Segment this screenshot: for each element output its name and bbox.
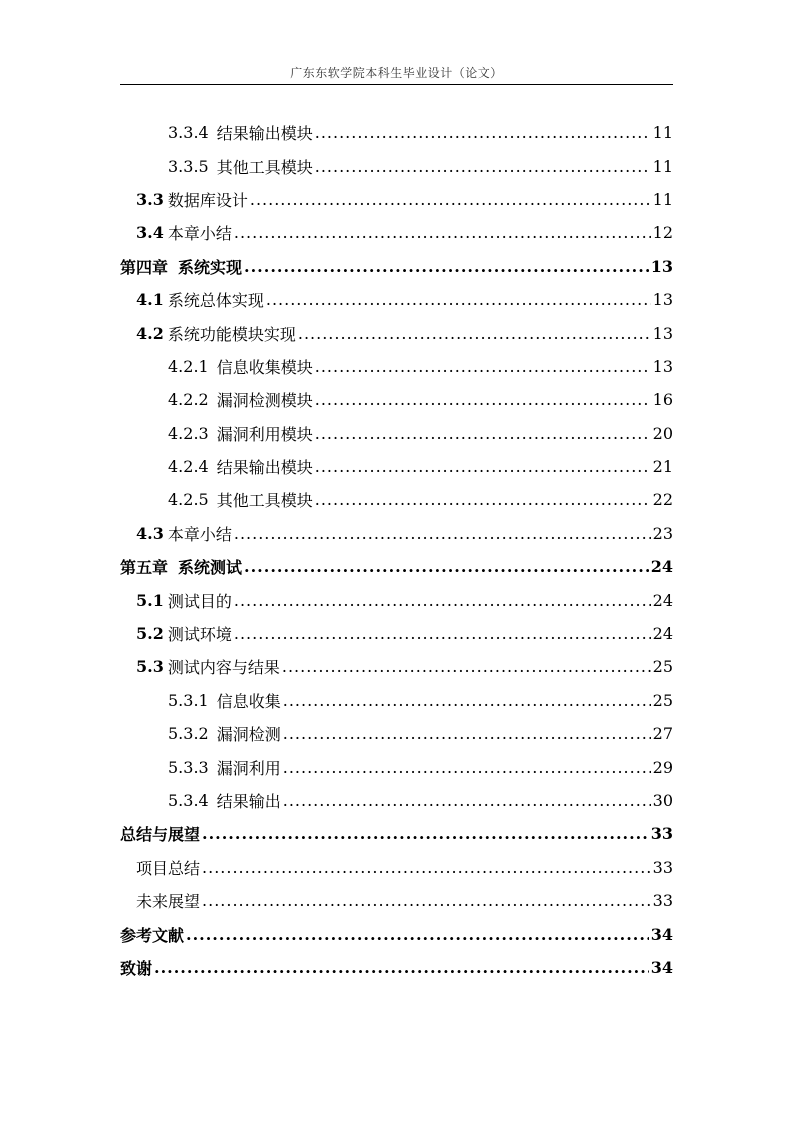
toc-entry-title: 结果输出 [216, 792, 281, 811]
table-of-contents [120, 116, 673, 984]
toc-entry-number: 5.3.4 [168, 791, 209, 810]
toc-entry-title: 总结与展望 [120, 825, 201, 845]
toc-entry-title: 系统总体实现 [167, 291, 264, 311]
toc-entry-number: 5.2 [136, 624, 164, 644]
toc-entry-page-number: 24 [652, 590, 673, 610]
toc-entry-page-number: 34 [650, 957, 673, 977]
toc-leader-dots [283, 758, 651, 777]
toc-entry[interactable] [120, 417, 673, 450]
toc-leader-dots [315, 357, 651, 376]
toc-leader-dots [202, 824, 649, 843]
toc-leader-dots [266, 290, 651, 309]
toc-entry-number: 5.3 [136, 657, 164, 677]
toc-entry[interactable] [120, 183, 673, 216]
toc-entry-title: 漏洞利用模块 [216, 424, 313, 444]
toc-entry[interactable] [120, 917, 673, 950]
toc-entry-number: 3.3.5 [168, 156, 209, 176]
toc-entry-page-number: 13 [652, 290, 673, 310]
toc-leader-dots [315, 157, 651, 176]
toc-entry[interactable] [120, 450, 673, 483]
toc-entry-page-number: 24 [650, 557, 673, 577]
toc-entry-page-number: 11 [652, 123, 673, 143]
toc-leader-dots [315, 123, 651, 142]
toc-entry-title: 致谢 [120, 958, 153, 978]
toc-entry[interactable] [120, 283, 673, 316]
toc-leader-dots [315, 457, 651, 476]
toc-entry-title: 数据库设计 [167, 190, 248, 210]
toc-entry-page-number: 11 [652, 156, 673, 176]
toc-entry-page-number: 30 [652, 791, 673, 810]
toc-entry-title: 漏洞利用 [216, 758, 281, 778]
toc-entry-number: 3.3 [136, 189, 164, 209]
toc-entry-number: 5.3.2 [168, 724, 209, 744]
toc-entry[interactable] [120, 149, 673, 182]
toc-entry-title: 参考文献 [120, 925, 185, 945]
toc-entry[interactable] [120, 583, 673, 616]
toc-entry-number: 4.2.3 [168, 423, 209, 443]
toc-leader-dots [234, 524, 651, 543]
toc-entry-page-number: 16 [652, 390, 673, 410]
toc-leader-dots [315, 424, 651, 443]
toc-entry-number: 第五章 [120, 558, 169, 578]
toc-entry-title: 系统实现 [178, 257, 243, 277]
toc-entry-title: 测试环境 [167, 625, 232, 645]
toc-leader-dots [234, 624, 651, 643]
toc-entry-page-number: 22 [652, 490, 673, 510]
toc-entry-page-number: 29 [652, 757, 673, 777]
toc-entry-title: 其他工具模块 [216, 157, 313, 177]
toc-entry-page-number: 11 [652, 189, 673, 209]
toc-entry-number: 5.3.1 [168, 690, 209, 710]
toc-entry-page-number: 25 [652, 690, 673, 710]
toc-entry[interactable] [120, 750, 673, 783]
toc-leader-dots [186, 925, 649, 944]
toc-entry-page-number: 33 [650, 824, 673, 844]
toc-entry-page-number: 13 [650, 256, 673, 276]
toc-entry[interactable] [120, 884, 673, 917]
toc-entry[interactable] [120, 216, 673, 249]
toc-entry-page-number: 13 [652, 323, 673, 343]
toc-entry-title: 项目总结 [136, 858, 201, 878]
toc-leader-dots [154, 958, 649, 977]
toc-entry[interactable] [120, 250, 673, 283]
toc-entry-title: 本章小结 [167, 224, 232, 244]
toc-entry-title: 信息收集模块 [216, 357, 313, 377]
toc-entry[interactable] [120, 550, 673, 583]
toc-entry[interactable] [120, 684, 673, 717]
toc-leader-dots [283, 724, 651, 743]
toc-entry-page-number: 25 [652, 657, 673, 677]
toc-entry-page-number: 33 [652, 891, 673, 911]
toc-entry[interactable] [120, 350, 673, 383]
toc-entry-page-number: 33 [652, 857, 673, 877]
toc-leader-dots [315, 390, 651, 409]
toc-entry-page-number: 24 [652, 624, 673, 644]
toc-entry-number: 5.1 [136, 590, 164, 610]
toc-entry[interactable] [120, 717, 673, 750]
toc-entry-title: 系统测试 [178, 558, 243, 578]
toc-entry-page-number: 13 [652, 356, 673, 376]
toc-entry[interactable] [120, 383, 673, 416]
toc-entry-title: 系统功能模块实现 [167, 324, 296, 344]
toc-entry-number: 4.2.5 [168, 490, 209, 510]
toc-leader-dots [244, 557, 649, 576]
toc-entry[interactable] [120, 951, 673, 984]
toc-leader-dots [315, 490, 651, 509]
toc-entry-number: 5.3.3 [168, 757, 209, 777]
toc-leader-dots [283, 791, 651, 810]
toc-entry-page-number: 34 [650, 924, 673, 944]
toc-entry-title: 测试目的 [167, 591, 232, 611]
toc-entry-number: 4.1 [136, 290, 164, 310]
toc-entry-number: 4.2.1 [168, 356, 209, 376]
toc-entry[interactable] [120, 483, 673, 516]
toc-entry-page-number: 27 [652, 724, 673, 744]
toc-entry[interactable] [120, 817, 673, 850]
toc-entry-title: 本章小结 [167, 524, 232, 544]
toc-entry[interactable] [120, 784, 673, 817]
toc-entry-title: 漏洞检测模块 [216, 391, 313, 411]
toc-entry-title: 漏洞检测 [216, 725, 281, 745]
toc-leader-dots [298, 324, 651, 343]
toc-leader-dots [202, 891, 651, 910]
header-divider [120, 84, 673, 85]
toc-leader-dots [234, 591, 651, 610]
toc-entry-number: 3.4 [136, 223, 164, 243]
toc-leader-dots [202, 858, 651, 877]
toc-entry-title: 测试内容与结果 [167, 658, 280, 678]
toc-entry-page-number: 20 [652, 423, 673, 443]
toc-leader-dots [244, 257, 649, 276]
toc-leader-dots [250, 190, 651, 209]
toc-entry-page-number: 23 [652, 523, 673, 543]
toc-entry-number: 3.3.4 [168, 123, 209, 143]
toc-entry[interactable] [120, 617, 673, 650]
toc-entry-page-number: 21 [652, 457, 673, 477]
toc-entry-number: 4.2.2 [168, 390, 209, 410]
toc-entry-title: 其他工具模块 [216, 491, 313, 511]
toc-entry[interactable] [120, 650, 673, 683]
toc-entry-title: 未来展望 [136, 892, 201, 912]
toc-entry-page-number: 12 [652, 223, 673, 243]
toc-entry-title: 结果输出模块 [216, 124, 313, 144]
toc-entry[interactable] [120, 116, 673, 149]
toc-leader-dots [282, 657, 651, 676]
toc-entry-title: 信息收集 [216, 691, 281, 711]
toc-leader-dots [283, 691, 651, 710]
toc-entry-number: 4.3 [136, 523, 164, 543]
toc-entry[interactable] [120, 517, 673, 550]
toc-leader-dots [234, 223, 651, 242]
toc-entry-number: 4.2.4 [168, 457, 209, 477]
toc-entry[interactable] [120, 851, 673, 884]
toc-entry-title: 结果输出模块 [216, 458, 313, 478]
page-header-title: 广东东软学院本科生毕业设计（论文） [290, 66, 503, 80]
toc-entry-number: 4.2 [136, 323, 164, 343]
toc-entry-number: 第四章 [120, 257, 169, 277]
toc-entry[interactable] [120, 316, 673, 349]
